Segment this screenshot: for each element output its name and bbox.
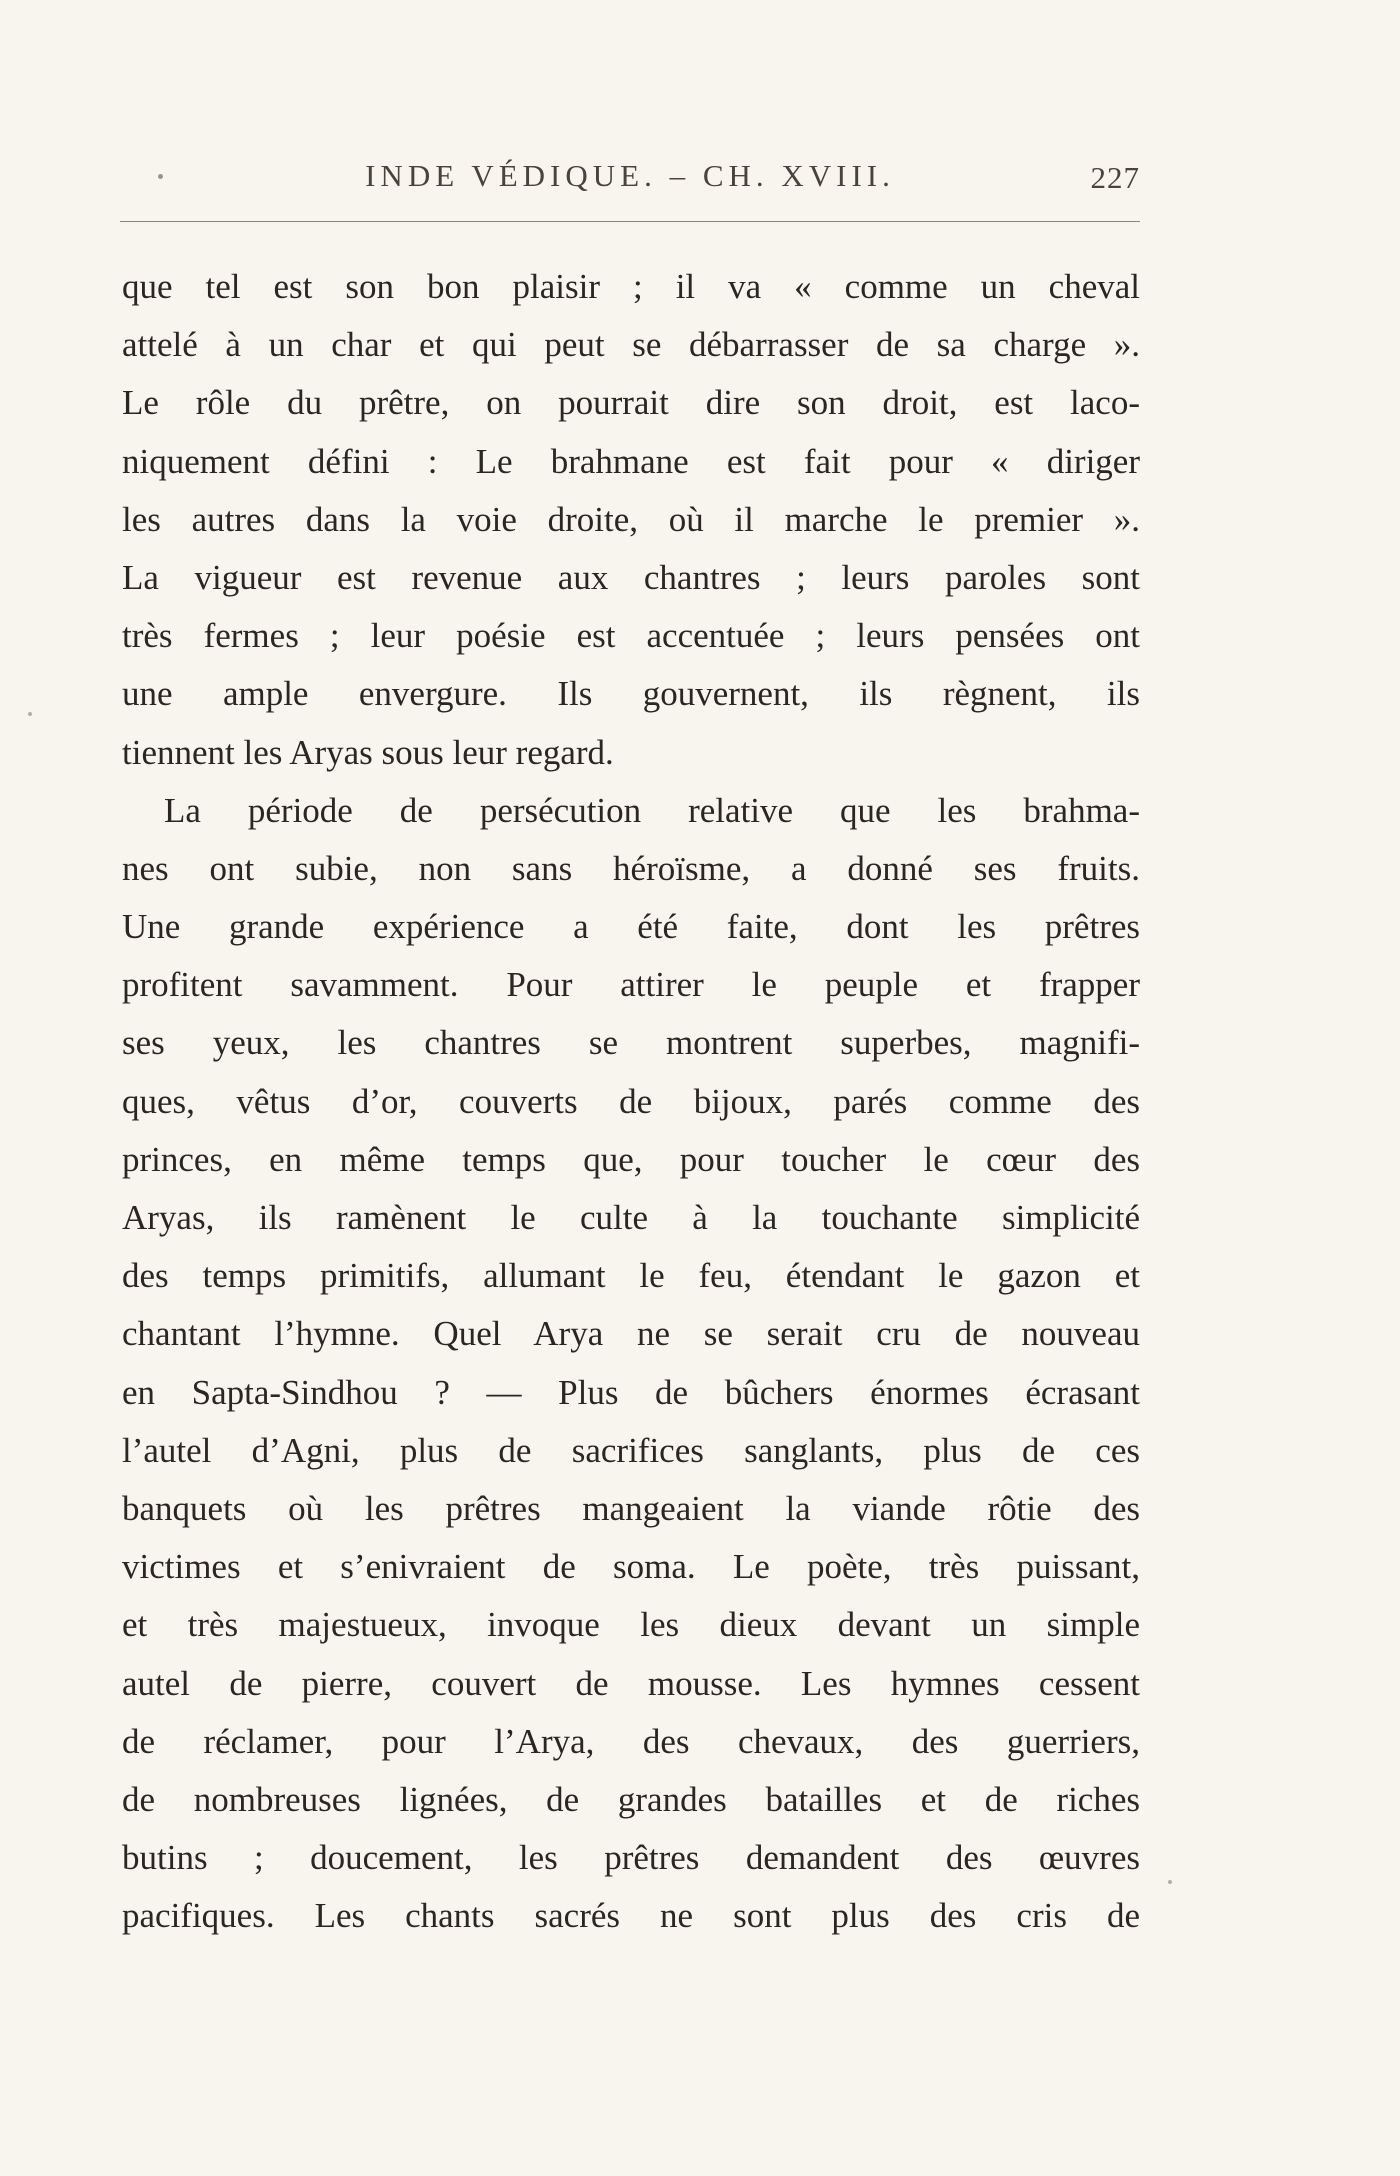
text-line: chantant l’hymne. Quel Arya ne se serait cru de nouveau: [122, 1314, 1140, 1354]
text-line: autel de pierre, couvert de mousse. Les hymnes cessent: [122, 1663, 1140, 1703]
text-line: ques, vêtus d’or, couverts de bijoux, parés comme des: [122, 1081, 1140, 1121]
text-line: nes ont subie, non sans héroïsme, a donné ses fruits.: [122, 848, 1140, 888]
text-line: une ample envergure. Ils gouvernent, ils règnent, ils: [122, 674, 1140, 714]
body-text: [122, 258, 1140, 1945]
text-line: que tel est son bon plaisir ; il va « comme un cheval: [122, 267, 1140, 306]
text-line: Aryas, ils ramènent le culte à la touchante simplicité: [122, 1198, 1140, 1237]
text-line: La vigueur est revenue aux chantres ; leurs paroles sont: [122, 557, 1140, 597]
text-line: Une grande expérience a été faite, dont les prêtres: [122, 907, 1140, 947]
text-line: attelé à un char et qui peut se débarrasser de sa charge ».: [122, 325, 1140, 365]
text-line: et très majestueux, invoque les dieux devant un simple: [122, 1605, 1140, 1645]
text-line: banquets où les prêtres mangeaient la viande rôtie des: [122, 1488, 1140, 1528]
paper-speck: [1168, 1880, 1172, 1884]
running-title: INDE VÉDIQUE. – CH. XVIII.: [365, 158, 895, 193]
text-line: profitent savamment. Pour attirer le peuple et frapper: [122, 965, 1140, 1005]
text-line: de réclamer, pour l’Arya, des chevaux, des guerriers,: [122, 1721, 1140, 1761]
text-line: l’autel d’Agni, plus de sacrifices sanglants, plus de ces: [122, 1430, 1140, 1470]
text-line: La période de persécution relative que les brahma-: [164, 790, 1140, 830]
header-rule: [120, 221, 1140, 222]
text-line: niquement défini : Le brahmane est fait pour « diriger: [122, 441, 1140, 481]
text-line: des temps primitifs, allumant le feu, étendant le gazon et: [122, 1256, 1140, 1296]
paper-speck: [28, 712, 32, 716]
running-head: [120, 158, 1140, 206]
page-number: 227: [1090, 160, 1140, 195]
text-line: de nombreuses lignées, de grandes batailles et de riches: [122, 1779, 1140, 1819]
text-line: victimes et s’enivraient de soma. Le poète, très puissant,: [122, 1547, 1140, 1587]
text-line: pacifiques. Les chants sacrés ne sont plus des cris de: [122, 1896, 1140, 1936]
text-line: princes, en même temps que, pour toucher le cœur des: [122, 1139, 1140, 1179]
text-line: très fermes ; leur poésie est accentuée ; leurs pensées ont: [122, 616, 1140, 656]
text-line: les autres dans la voie droite, où il marche le premier ».: [122, 499, 1140, 539]
text-line: ses yeux, les chantres se montrent superbes, magnifi-: [122, 1023, 1140, 1063]
text-line: en Sapta-Sindhou ? — Plus de bûchers énormes écrasant: [122, 1372, 1140, 1412]
text-line: Le rôle du prêtre, on pourrait dire son droit, est laco-: [122, 383, 1140, 423]
text-line: tiennent les Aryas sous leur regard.: [122, 732, 614, 772]
text-line: butins ; doucement, les prêtres demandent des œuvres: [122, 1838, 1140, 1878]
